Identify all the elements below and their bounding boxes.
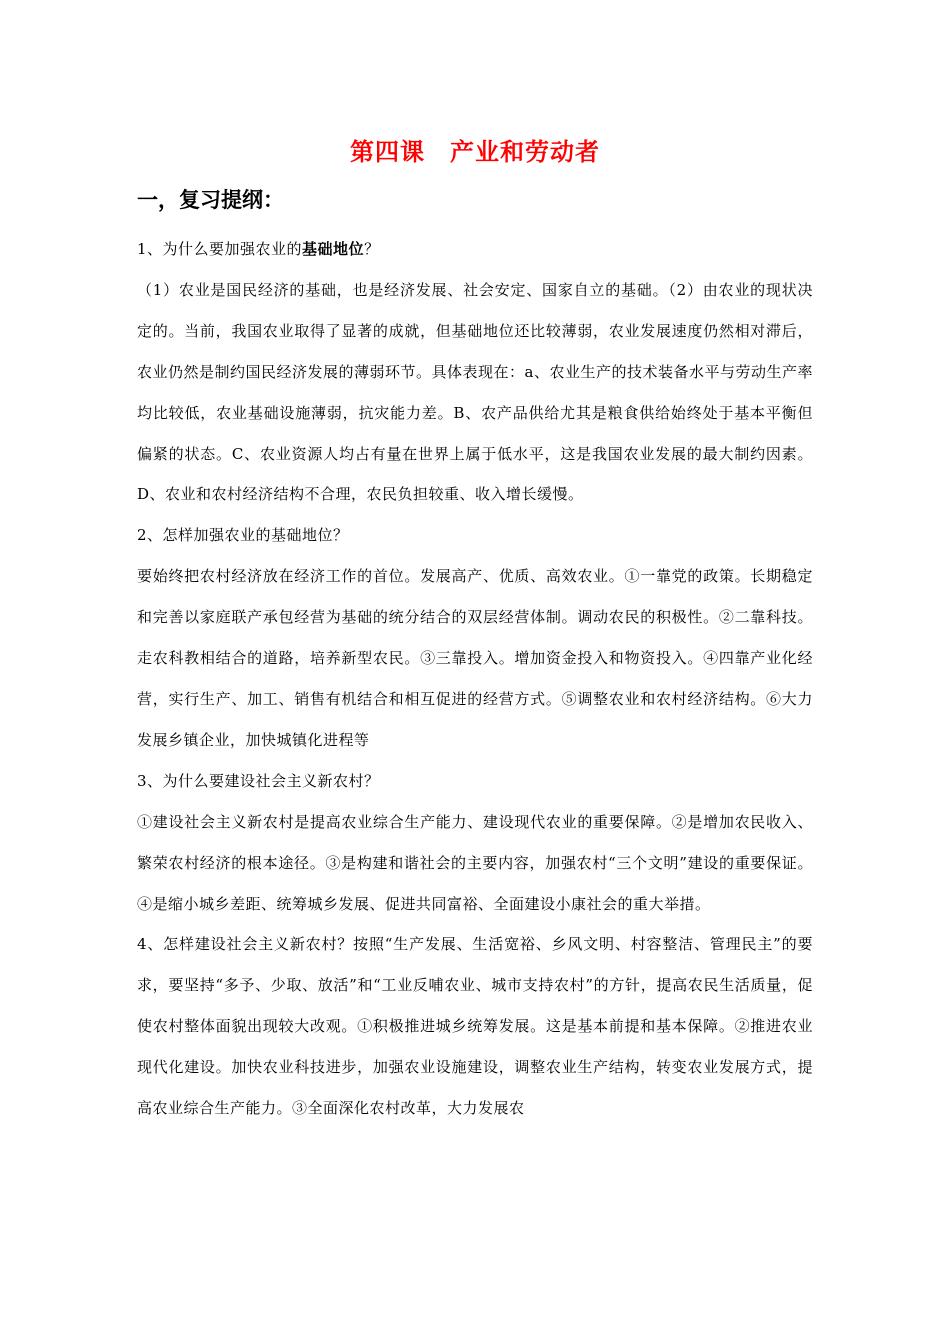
question-1 — [137, 229, 813, 270]
question-1-suffix: ？ — [364, 240, 380, 258]
answer-1: （1）农业是国民经济的基础，也是经济发展、社会安定、国家自立的基础。（2）由农业的现状决定的。当前，我国农业取得了显著的成就，但基础地位还比较薄弱，农业发展速度仍然相对滞后，农业仍然是制约国民经济发展的薄弱环节。具体表现在：a、农业生产的技术装备水平与劳动生产率均比较低，农业基础设施薄弱，抗灾能力差。B、农产品供给尤其是粮食供给始终处于基本平衡但偏紧的状态。C、农业资源人均占有量在世界上属于低水平，这是我国农业发展的最大制约因素。D、农业和农村经济结构不合理，农民负担较重、收入增长缓慢。 — [137, 280, 813, 504]
answer-2: 要始终把农村经济放在经济工作的首位。发展高产、优质、高效农业。①一靠党的政策。长期稳定和完善以家庭联产承包经营为基础的统分结合的双层经营体制。调动农民的积极性。②二靠科技。走农科教相结合的道路，培养新型农民。③三靠投入。增加资金投入和物资投入。④四靠产业化经营，实行生产、加工、销售有机结合和相互促进的经营方式。⑤调整农业和农村经济结构。⑥大力发展乡镇企业，加快城镇化进程等 — [137, 567, 813, 749]
section-heading: 一，复习提纲： — [137, 188, 284, 212]
question-1-emphasis: 基础地位 — [302, 240, 365, 258]
page-title: 第四课 产业和劳动者 — [350, 138, 600, 166]
review-outline — [137, 229, 813, 1129]
question-4-and-answer: 4、怎样建设社会主义新农村？按照“生产发展、生活宽裕、乡风文明、村容整洁、管理民主”的要求，要坚持“多予、少取、放活”和“工业反哺农业、城市支持农村”的方针，提高农民生活质量，促使农村整体面貌出现较大改观。①积极推进城乡统筹发展。这是基本前提和基本保障。②推进农业现代化建设。加快农业科技进步，加强农业设施建设，调整农业生产结构，转变农业发展方式，提高农业综合生产能力。③全面深化农村改革，大力发展农 — [137, 935, 813, 1118]
answer-3: ①建设社会主义新农村是提高农业综合生产能力、建设现代农业的重要保障。②是增加农民收入、繁荣农村经济的根本途径。③是构建和谐社会的主要内容，加强农村“三个文明”建设的重要保证。④是缩小城乡差距、统筹城乡发展、促进共同富裕、全面建设小康社会的重大举措。 — [137, 812, 813, 913]
question-1-prefix: 1、为什么要加强农业的 — [137, 240, 303, 258]
question-2: 2、怎样加强农业的基础地位？ — [137, 526, 349, 545]
question-3: 3、为什么要建设社会主义新农村？ — [137, 771, 380, 790]
